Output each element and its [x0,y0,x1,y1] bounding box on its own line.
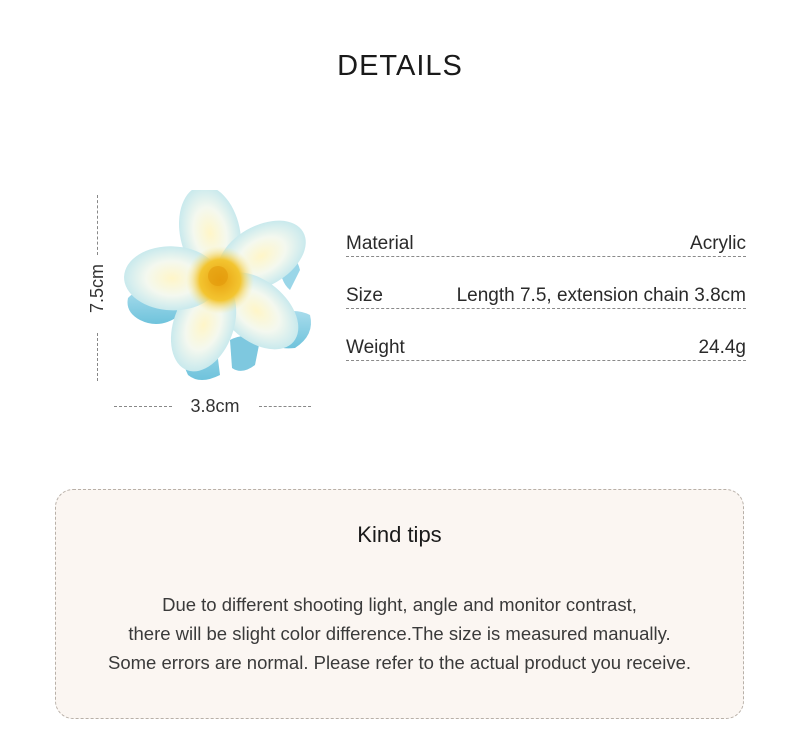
spec-value: 24.4g [698,337,746,358]
spec-row-weight [346,326,746,361]
height-dimension-label: 7.5cm [87,263,107,313]
spec-row-material [346,222,746,257]
spec-value: Acrylic [690,233,746,254]
product-figure [80,185,330,420]
spec-label: Weight [346,337,405,358]
page-title: DETAILS [337,50,463,82]
spec-label: Size [346,285,383,306]
kind-tips-box [55,489,744,719]
width-dimension-line-right [259,406,311,407]
spec-row-size [346,274,746,309]
width-dimension-label: 3.8cm [190,396,240,416]
height-dimension-line-top [97,195,98,255]
spec-table [346,222,746,378]
flower-hair-claw-image [120,190,320,385]
height-dimension-line-bottom [97,333,98,381]
kind-tips-title: Kind tips [357,522,442,547]
spec-label: Material [346,233,414,254]
width-dimension-line-left [114,406,172,407]
kind-tips-line: there will be slight color difference.The size is measured manually. [128,623,671,644]
kind-tips-line: Due to different shooting light, angle and monitor contrast, [162,594,637,615]
spec-value: Length 7.5, extension chain 3.8cm [456,285,746,306]
kind-tips-line: Some errors are normal. Please refer to the actual product you receive. [107,652,692,673]
kind-tips-text [56,590,743,677]
